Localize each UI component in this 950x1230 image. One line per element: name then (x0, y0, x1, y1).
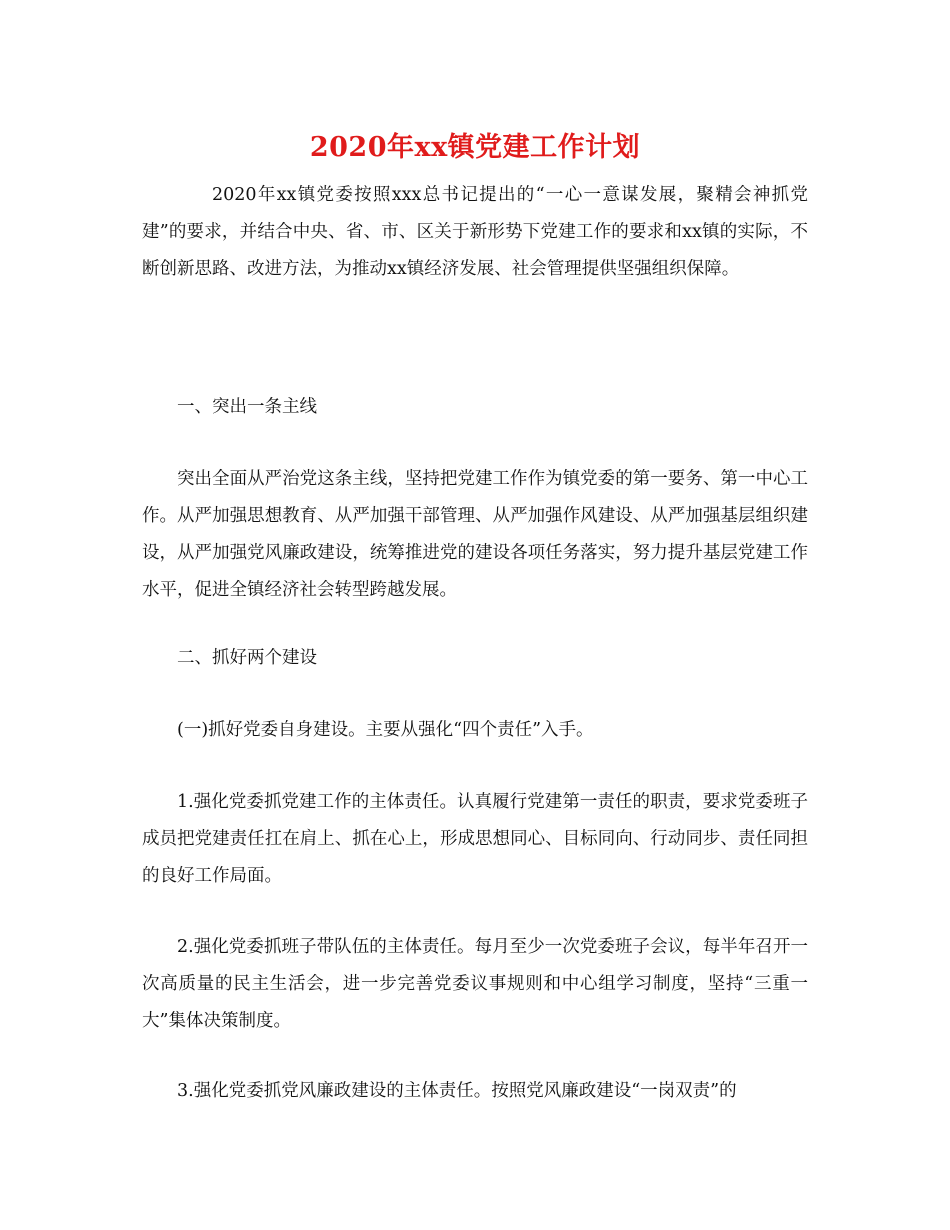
numbered-paragraph-2: 2.强化党委抓班子带队伍的主体责任。每月至少一次党委班子会议，每半年召开一次高质量的民主生活会，进一步完善党委议事规则和中心组学习制度，坚持“三重一大”集体决策制度。 (142, 937, 808, 1031)
numbered-paragraph-3: 3.强化党委抓党风廉政建设的主体责任。按照党风廉政建设“一岗双责”的 (177, 1081, 737, 1101)
numbered-paragraph-1: 1.强化党委抓党建工作的主体责任。认真履行党建第一责任的职责，要求党委班子成员把党建责任扛在肩上、抓在心上，形成思想同心、目标同向、行动同步、责任同担的良好工作局面。 (142, 792, 808, 886)
section-heading-1: 一、突出一条主线 (177, 397, 317, 417)
subsection-heading: (一)抓好党委自身建设。主要从强化“四个责任”入手。 (177, 720, 594, 740)
body-paragraph: 突出全面从严治党这条主线，坚持把党建工作作为镇党委的第一要务、第一中心工作。从严加强思想教育、从严加强干部管理、从严加强作风建设、从严加强基层组织建设，从严加强党风廉政建设，统筹推进党的建设各项任务落实，努力提升基层党建工作水平，促进全镇经济社会转型跨越发展。 (142, 469, 808, 600)
section-heading-2: 二、抓好两个建设 (177, 648, 317, 668)
intro-paragraph: 2020年xx镇党委按照xxx总书记提出的“一心一意谋发展，聚精会神抓党建”的要求，并结合中央、省、市、区关于新形势下党建工作的要求和xx镇的实际，不断创新思路、改进方法，为推动xx镇经济发展、社会管理提供坚强组织保障。 (142, 185, 808, 279)
document-title: 2020年xx镇党建工作计划 (309, 132, 641, 163)
